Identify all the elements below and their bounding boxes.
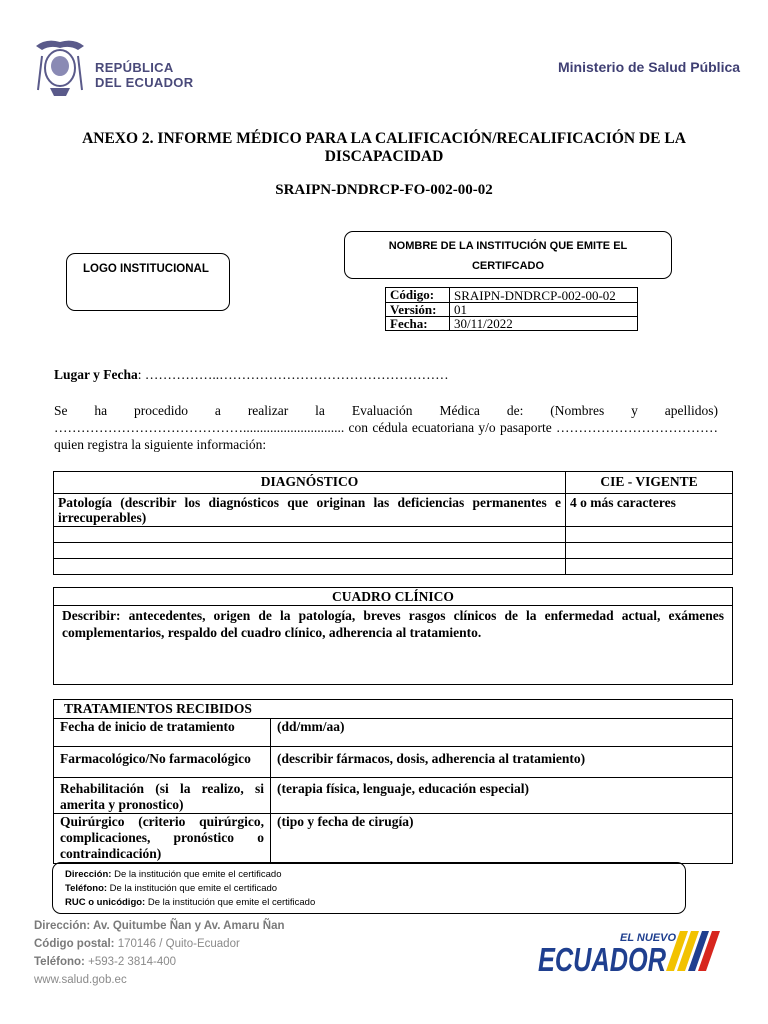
lugar-fecha-line <box>54 367 449 383</box>
version-value: 01 <box>450 303 638 317</box>
lugar-label: Lugar y Fecha <box>54 367 138 382</box>
cie-cell[interactable]: 4 o más caracteres <box>566 494 733 527</box>
table-row <box>54 543 733 559</box>
institution-contact-box <box>52 862 686 914</box>
empty-cell[interactable] <box>54 543 566 559</box>
intro-paragraph: Se ha procedido a realizar la Evaluación Médica de: (Nombres y apellidos) …………………………………….............................. con cédula ecuatoriana y/o pasaporte ……………………………… quien registra la siguiente información: <box>54 403 718 452</box>
code-table <box>385 287 638 331</box>
trat-label: Farmacológico/No farmacológico <box>54 747 271 778</box>
institution-name-box: NOMBRE DE LA INSTITUCIÓN QUE EMITE EL CERTIFCADO <box>344 231 672 279</box>
el-nuevo-text: EL NUEVO <box>620 932 677 944</box>
trat-label: Fecha de inicio de tratamiento <box>54 719 271 747</box>
direccion-value: De la institución que emite el certificado <box>111 869 282 880</box>
tratamientos-header: TRATAMIENTOS RECIBIDOS <box>54 700 733 719</box>
trat-value[interactable]: (describir fármacos, dosis, adherencia al tratamiento) <box>271 747 733 778</box>
contact-telefono <box>65 882 685 896</box>
direccion-label: Dirección: <box>65 869 112 880</box>
empty-cell[interactable] <box>566 559 733 575</box>
contact-direccion <box>65 868 685 882</box>
republica-del-ecuador-wordmark <box>95 60 193 90</box>
el-nuevo-ecuador-logo <box>538 927 724 975</box>
empty-cell[interactable] <box>54 559 566 575</box>
version-label: Versión: <box>386 303 450 317</box>
ministerio-label: Ministerio de Salud Pública <box>558 59 741 75</box>
table-row <box>54 814 733 864</box>
trat-value[interactable]: (dd/mm/aa) <box>271 719 733 747</box>
codigo-value: SRAIPN-DNDRCP-002-00-02 <box>450 288 638 303</box>
trat-value[interactable]: (tipo y fecha de cirugía) <box>271 814 733 864</box>
coat-of-arms-logo <box>32 36 88 100</box>
empty-cell[interactable] <box>566 527 733 543</box>
patologia-cell[interactable]: Patología (describir los diagnósticos que originan las deficiencias permanentes e irrecuperables) <box>54 494 566 527</box>
diagnostico-table <box>53 471 733 575</box>
addr-postal <box>34 935 285 953</box>
telefono-label: Teléfono: <box>65 883 108 894</box>
addr-telefono-label: Teléfono: <box>34 956 85 968</box>
trat-label: Quirúrgico (criterio quirúrgico, complicaciones, pronóstico o contraindicación) <box>54 814 271 864</box>
ministry-address <box>34 917 285 989</box>
republica-line1: REPÚBLICA <box>95 60 174 75</box>
cuadro-clinico-box <box>53 587 733 685</box>
empty-cell[interactable] <box>566 543 733 559</box>
cuadro-clinico-header: CUADRO CLÍNICO <box>54 588 732 606</box>
empty-cell[interactable] <box>54 527 566 543</box>
table-row <box>54 747 733 778</box>
ruc-value: De la institución que emite el certificado <box>145 897 316 908</box>
trat-value[interactable]: (terapia física, lenguaje, educación especial) <box>271 778 733 814</box>
el-nuevo-ecuador-graphic <box>538 927 724 975</box>
addr-direccion-value: Av. Quitumbe Ñan y Av. Amaru Ñan <box>90 920 285 932</box>
contact-ruc <box>65 896 685 910</box>
ecuador-text: ECUADOR <box>538 941 667 975</box>
addr-postal-label: Código postal: <box>34 938 115 950</box>
addr-direccion <box>34 917 285 935</box>
republica-line2: DEL ECUADOR <box>95 75 194 90</box>
addr-direccion-label: Dirección: <box>34 920 91 932</box>
diagnostico-header: DIAGNÓSTICO <box>54 472 566 494</box>
form-code: SRAIPN-DNDRCP-FO-002-00-02 <box>275 182 493 198</box>
table-row <box>54 527 733 543</box>
ruc-label: RUC o unicódigo: <box>65 897 146 908</box>
cuadro-clinico-body[interactable]: Describir: antecedentes, origen de la patología, breves rasgos clínicos de la enfermedad actual, exámenes complementarios, respaldo del cuadro clínico, adherencia al tratamiento. <box>62 608 724 640</box>
table-row <box>54 559 733 575</box>
codigo-label: Código: <box>386 288 450 303</box>
fecha-value: 30/11/2022 <box>450 317 638 331</box>
tratamientos-table <box>53 699 733 864</box>
institutional-logo-box: LOGO INSTITUCIONAL <box>66 253 230 311</box>
cie-header: CIE - VIGENTE <box>566 472 733 494</box>
addr-web[interactable]: www.salud.gob.ec <box>34 974 127 986</box>
lugar-dots[interactable]: : ……………..…………………………………………… <box>137 367 449 382</box>
addr-postal-value: 170146 / Quito-Ecuador <box>114 938 240 950</box>
fecha-label: Fecha: <box>386 317 450 331</box>
addr-telefono-value: +593-2 3814-400 <box>84 956 177 968</box>
addr-telefono <box>34 953 285 971</box>
trat-label: Rehabilitación (si la realizo, si amerita y pronostico) <box>54 778 271 814</box>
table-row <box>54 778 733 814</box>
document-title: ANEXO 2. INFORME MÉDICO PARA LA CALIFICACIÓN/RECALIFICACIÓN DE LA DISCAPACIDAD <box>82 130 686 165</box>
table-row <box>54 719 733 747</box>
telefono-value: De la institución que emite el certificado <box>107 883 278 894</box>
